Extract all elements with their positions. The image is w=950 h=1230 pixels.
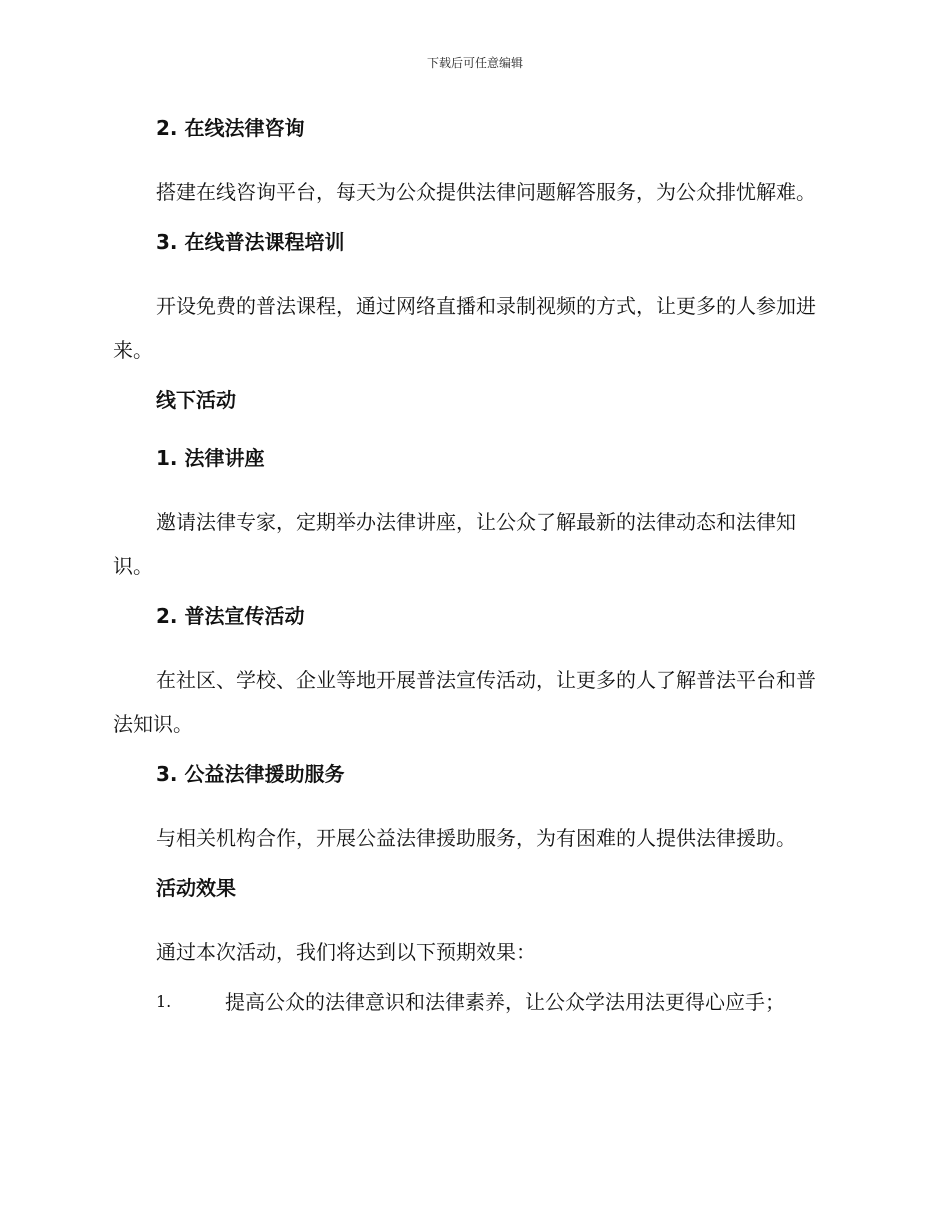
list-item-number: 1. xyxy=(156,992,172,1011)
paragraph-online-course: 开设免费的普法课程，通过网络直播和录制视频的方式，让更多的人参加进来。 xyxy=(113,294,816,362)
paragraph-legal-aid: 与相关机构合作，开展公益法律援助服务，为有困难的人提供法律援助。 xyxy=(156,826,796,850)
paragraph-law-lecture: 邀请法律专家，定期举办法律讲座，让公众了解最新的法律动态和法律知识。 xyxy=(113,510,796,578)
page-header-note: 下载后可任意编辑 xyxy=(426,56,523,70)
section-heading-offline-activities: 线下活动 xyxy=(156,388,236,412)
section-heading-legal-aid: 3. 公益法律援助服务 xyxy=(156,762,345,786)
section-heading-online-consultation: 2. 在线法律咨询 xyxy=(156,116,305,140)
paragraph-online-consultation: 搭建在线咨询平台，每天为公众提供法律问题解答服务，为公众排忧解难。 xyxy=(156,180,816,204)
section-heading-activity-effect: 活动效果 xyxy=(156,876,236,900)
document-body xyxy=(113,112,833,1018)
section-heading-law-lecture: 1. 法律讲座 xyxy=(156,446,265,470)
section-heading-publicity-activity: 2. 普法宣传活动 xyxy=(156,604,305,628)
paragraph-activity-effect: 通过本次活动，我们将达到以下预期效果： xyxy=(156,940,536,964)
list-item xyxy=(113,986,833,1018)
section-heading-online-course: 3. 在线普法课程培训 xyxy=(156,230,345,254)
paragraph-publicity-activity: 在社区、学校、企业等地开展普法宣传活动，让更多的人了解普法平台和普法知识。 xyxy=(113,668,816,736)
list-item-text: 提高公众的法律意识和法律素养，让公众学法用法更得心应手； xyxy=(225,990,785,1014)
